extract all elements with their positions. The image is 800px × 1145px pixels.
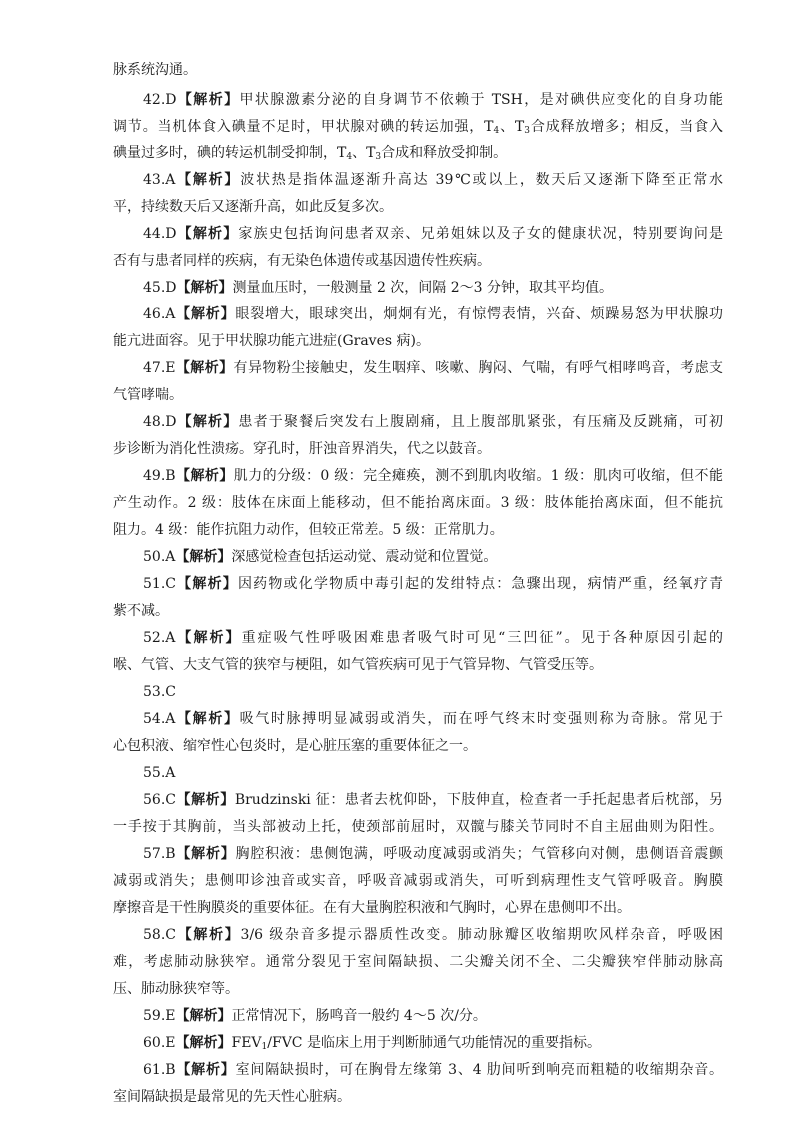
continued-text: 脉系统沟通。 <box>113 62 197 78</box>
answer-59: 59.E【解析】正常情况下，肠鸣音一般约 4～5 次/分。 <box>143 1008 487 1024</box>
answer-56-line2: 一手按于其胸前，当头部被动上托，使颈部前屈时，双髋与膝关节同时不自主屈曲则为阳性。 <box>113 819 723 835</box>
answer-56: 56.C【解析】Brudzinski 征：患者去枕仰卧，下肢伸直，检查者一手托起患者后枕部，另 <box>143 792 723 808</box>
answer-51-line2: 紫不减。 <box>113 603 169 619</box>
answer-61: 61.B【解析】室间隔缺损时，可在胸骨左缘第 3、4 肋间听到响亮而粗糙的收缩期杂音。 <box>143 1062 723 1078</box>
answer-57: 57.B【解析】胸腔积液：患侧饱满，呼吸动度减弱或消失；气管移向对侧，患侧语音震颤 <box>143 846 723 862</box>
answer-44: 44.D【解析】家族史包括询问患者双亲、兄弟姐妹以及子女的健康状况，特别要询问是 <box>143 226 723 242</box>
answer-54-line2: 心包积液、缩窄性心包炎时，是心脏压塞的重要体征之一。 <box>113 738 477 754</box>
answer-60: 60.E【解析】$FEV_1$/FVC 是临床上用于判断肺通气功能情况的重要指标。 <box>143 1035 601 1052</box>
answer-49-line3: 阻力。4 级：能作抗阻力动作，但较正常差。5 级：正常肌力。 <box>113 522 504 538</box>
answer-44-line2: 否有与患者同样的疾病，有无染色体遗传或基因遗传性疾病。 <box>113 253 491 269</box>
answer-42-line3: 碘量过多时，碘的转运机制受抑制，$T_4$、$T_3$合成和释放受抑制。 <box>113 145 508 162</box>
answer-51: 51.C【解析】因药物或化学物质中毒引起的发绀特点：急骤出现，病情严重，经氧疗青 <box>143 576 723 592</box>
answer-47-line2: 气管哮喘。 <box>113 387 183 403</box>
answer-46: 46.A【解析】眼裂增大，眼球突出，炯炯有光，有惊愕表情，兴奋、烦躁易怒为甲状腺功 <box>143 306 723 322</box>
answer-57-line2: 减弱或消失；患侧叩诊浊音或实音，呼吸音减弱或消失，可听到病理性支气管呼吸音。胸膜 <box>113 873 723 889</box>
answer-61-line2: 室间隔缺损是最常见的先天性心脏病。 <box>113 1089 351 1105</box>
answer-52-line2: 喉、气管、大支气管的狭窄与梗阻，如气管疾病可见于气管异物、气管受压等。 <box>113 657 603 673</box>
answer-58-line2: 难，考虑肺动脉狭窄。通常分裂见于室间隔缺损、二尖瓣关闭不全、二尖瓣狭窄伴肺动脉高 <box>113 954 723 970</box>
answer-52: 52.A【解析】重症吸气性呼吸困难患者吸气时可见“三凹征”。见于各种原因引起的 <box>143 630 723 646</box>
answer-49: 49.B【解析】肌力的分级：0 级：完全瘫痪，测不到肌肉收缩。1 级：肌肉可收缩，但不能 <box>143 468 723 484</box>
answer-number: 42.D <box>143 92 177 108</box>
answer-49-line2: 产生动作。2 级：肢体在床面上能移动，但不能抬离床面。3 级：肢体能抬离床面，但不能抗 <box>113 495 723 511</box>
answer-55: 55.A <box>143 765 176 781</box>
answer-58: 58.C【解析】3/6 级杂音多提示器质性改变。肺动脉瓣区收缩期吹风样杂音，呼吸困 <box>143 927 723 943</box>
answer-54: 54.A【解析】吸气时脉搏明显减弱或消失，而在呼气终末时变强则称为奇脉。常见于 <box>143 711 723 727</box>
answer-48-line2: 步诊断为消化性溃疡。穿孔时，肝浊音界消失，代之以鼓音。 <box>113 441 491 457</box>
answer-43: 43.A【解析】波状热是指体温逐渐升高达 39℃或以上，数天后又逐渐下降至正常水 <box>143 172 723 188</box>
answer-43-line2: 平，持续数天后又逐渐升高，如此反复多次。 <box>113 199 393 215</box>
answer-50: 50.A【解析】深感觉检查包括运动觉、震动觉和位置觉。 <box>143 549 498 565</box>
answer-57-line3: 摩擦音是干性胸膜炎的重要体征。在有大量胸腔积液和气胸时，心界在患侧叩不出。 <box>113 900 631 916</box>
answer-42-line2: 调节。当机体食入碘量不足时，甲状腺对碘的转运加强，$T_4$、$T_3$合成释放增多；相反，当食入 <box>113 119 723 136</box>
answer-42: 42.D【解析】甲状腺激素分泌的自身调节不依赖于 TSH，是对碘供应变化的自身功能 <box>143 92 723 108</box>
analysis-tag: 【解析】 <box>176 92 240 108</box>
answer-45: 45.D【解析】测量血压时，一般测量 2 次，间隔 2～3 分钟，取其平均值。 <box>143 280 614 296</box>
answer-46-line2: 能亢进面容。见于甲状腺功能亢进症(Graves 病)。 <box>113 333 430 349</box>
answer-58-line3: 压、肺动脉狭窄等。 <box>113 981 239 997</box>
answer-53: 53.C <box>143 684 176 700</box>
answer-47: 47.E【解析】有异物粉尘接触史，发生咽痒、咳嗽、胸闷、气喘，有呼气相哮鸣音，考虑支 <box>143 360 723 376</box>
answer-48: 48.D【解析】患者于聚餐后突发右上腹剧痛，且上腹部肌紧张，有压痛及反跳痛，可初 <box>143 414 723 430</box>
